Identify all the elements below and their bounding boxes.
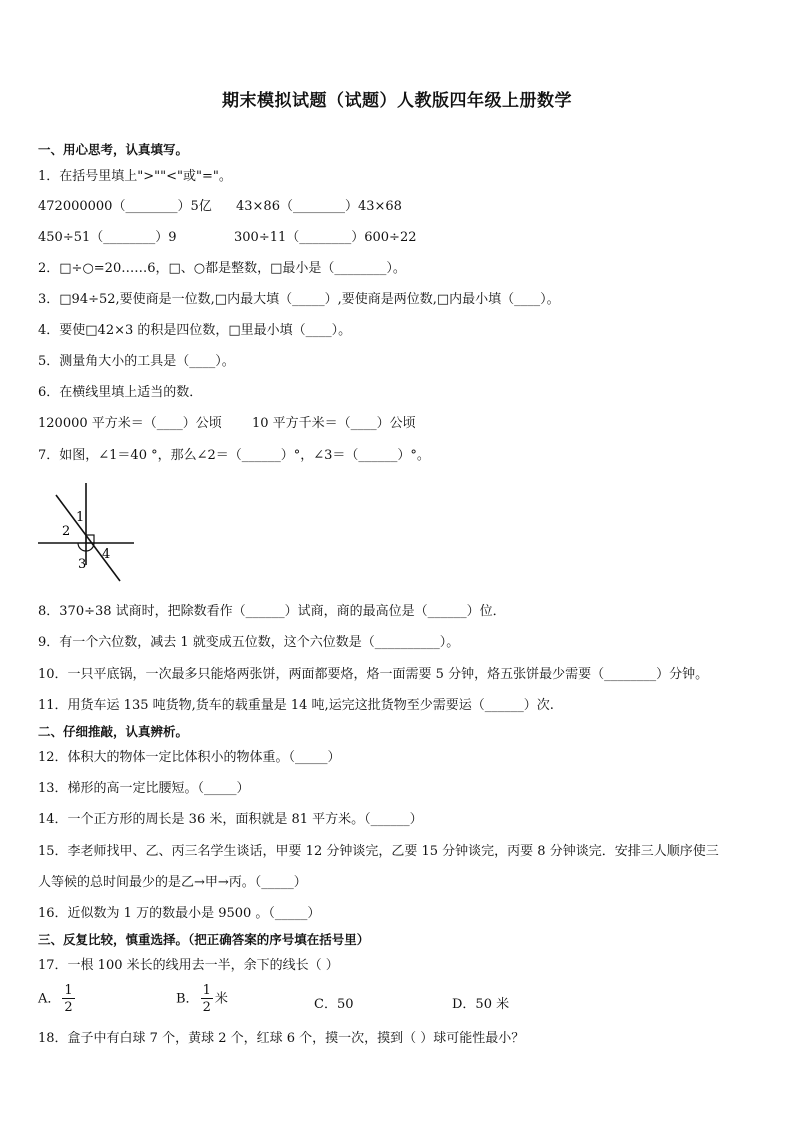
question-11: 11．用货车运 135 吨货物,货车的载重量是 14 吨,运完这批货物至少需要运（______）次. — [38, 698, 554, 713]
option-b-unit: 米 — [214, 991, 228, 1007]
question-4: 4．要使□42×3 的积是四位数，□里最小填（____）。 — [38, 323, 352, 338]
question-17: 17．一根 100 米长的线用去一半，余下的线长（ ） — [38, 958, 339, 973]
section-heading-2: 二、仔细推敲，认真辨析。 — [38, 724, 189, 739]
angle-label-3: 3 — [78, 557, 87, 572]
section-heading-1: 一、用心思考，认真填写。 — [38, 142, 189, 157]
page-title: 期末模拟试题（试题）人教版四年级上册数学 — [222, 91, 572, 111]
question-9: 9．有一个六位数，减去 1 就变成五位数，这个六位数是（__________）。 — [38, 635, 460, 650]
question-6a: 120000 平方米＝（____）公顷 — [38, 416, 222, 431]
question-1b: 43×86（________）43×68 — [236, 199, 402, 214]
question-6: 6．在横线里填上适当的数． — [38, 385, 203, 400]
option-b-numerator: 1 — [202, 983, 211, 998]
question-8: 8．370÷38 试商时，把除数看作（______）试商，商的最高位是（______）位． — [38, 604, 506, 619]
question-10: 10．一只平底锅，一次最多只能烙两张饼，两面都要烙，烙一面需要 5 分钟，烙五张饼最少需要（________）分钟。 — [38, 667, 709, 682]
option-b-fraction — [201, 984, 213, 1014]
angle-label-2: 2 — [62, 524, 71, 539]
angle-label-4: 4 — [102, 547, 111, 562]
question-1d: 300÷11（________）600÷22 — [234, 230, 417, 245]
question-13: 13．梯形的高一定比腰短。（_____） — [38, 781, 250, 796]
question-14: 14．一个正方形的周长是 36 米，面积就是 81 平方米。（______） — [38, 812, 423, 827]
angle-figure — [38, 483, 138, 583]
question-6b: 10 平方千米＝（____）公顷 — [252, 416, 416, 431]
option-a — [38, 984, 77, 1014]
option-b-label: B． — [176, 991, 199, 1007]
question-5: 5．测量角大小的工具是（____）。 — [38, 354, 235, 369]
question-12: 12．体积大的物体一定比体积小的物体重。（_____） — [38, 750, 341, 765]
section-heading-3: 三、反复比较，慎重选择。（把正确答案的序号填在括号里） — [38, 932, 370, 947]
option-a-fraction — [62, 984, 74, 1014]
question-3: 3．□94÷52,要使商是一位数,□内最大填（_____）,要使商是两位数,□内最小填（____）。 — [38, 292, 560, 307]
option-b-denominator: 2 — [202, 1000, 211, 1015]
question-1: 1．在括号里填上">""<"或"="。 — [38, 169, 232, 184]
question-18: 18．盒子中有白球 7 个，黄球 2 个，红球 6 个，摸一次，摸到（ ）球可能性最小？ — [38, 1031, 525, 1046]
question-1c: 450÷51（________）9 — [38, 230, 177, 245]
option-c: C．50 — [314, 997, 354, 1012]
option-d: D．50 米 — [452, 997, 510, 1012]
question-2: 2．□÷○=20……6，□、○都是整数，□最小是（________）。 — [38, 261, 406, 276]
option-b — [176, 984, 228, 1014]
angle-label-1: 1 — [76, 510, 85, 525]
option-a-label: A． — [38, 991, 61, 1007]
question-16: 16．近似数为 1 万的数最小是 9500 。（_____） — [38, 906, 321, 921]
question-15-line2: 人等候的总时间最少的是乙→甲→丙。（_____） — [38, 875, 307, 890]
question-1a: 472000000（________）5亿 — [38, 199, 212, 214]
option-a-numerator: 1 — [64, 983, 73, 998]
option-a-denominator: 2 — [64, 1000, 73, 1015]
question-7: 7．如图，∠1＝40 °，那么∠2＝（______）°，∠3＝（______）°。 — [38, 448, 430, 463]
question-15-line1: 15．李老师找甲、乙、丙三名学生谈话，甲要 12 分钟谈完，乙要 15 分钟谈完，丙要 8 分钟谈完．安排三人顺序使三 — [38, 844, 719, 859]
